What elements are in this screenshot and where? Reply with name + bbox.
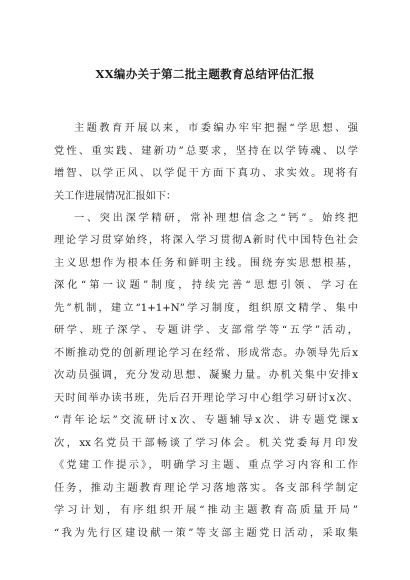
paragraph-line: 深化“第一议题”制度，持续完善“思想引领、学习在 bbox=[54, 280, 358, 291]
paragraph-line: 理论学习贯穿始终，将深入学习贯彻A新时代中国特色社会 bbox=[54, 235, 358, 246]
paragraph-line: 次，xx名党员干部畅谈了学习体会。机关党委每月印发 bbox=[54, 438, 358, 449]
paragraph-line: 任务，推动主题教育理论学习落地落实。各支部科学制定 bbox=[54, 483, 358, 494]
paragraph-line: 党性、重实践、建新功”总要求，坚持在以学铸魂、以学 bbox=[54, 146, 358, 157]
paragraph-line: 天时间举办读书班，先后召开理论学习中心组学习研讨x次、 bbox=[54, 393, 358, 404]
document-title: XX编办关于第二批主题教育总结评估汇报 bbox=[95, 67, 315, 81]
paragraph-line: 研学、班子深学、专题讲学、支部常学等“五学”活动， bbox=[54, 325, 358, 336]
paragraph-line: 一、突出深学精研，常补理想信念之“钙”。始终把 bbox=[74, 213, 358, 224]
paragraph-line: 增智、以学正风、以学促干方面下真功、求实效。现将有 bbox=[54, 168, 358, 179]
paragraph-line: 学习计划，有序组织开展“推动主题教育高质量开局” bbox=[54, 505, 358, 516]
paragraph-line: “青年论坛”交流研讨x次、专题辅导x次、讲专题党课x bbox=[54, 415, 358, 426]
paragraph-line: 主义思想作为根本任务和鲜明主线。围绕夯实思想根基， bbox=[54, 258, 358, 269]
paragraph-line: 不断推动党的创新理论学习在经常、形成常态。办领导先后x bbox=[54, 348, 358, 359]
paragraph-line: “我为先行区建设献一策”等支部主题党日活动，采取集 bbox=[54, 528, 358, 539]
paragraph-line: 次动员强调，充分发动思想、凝聚力量。办机关集中安排x bbox=[54, 370, 358, 381]
paragraph-line: 主题教育开展以来，市委编办牢牢把握“学思想、强 bbox=[74, 123, 358, 134]
paragraph-line: 关工作进展情况汇报如下： bbox=[54, 191, 177, 202]
paragraph-line: 《党建工作提示》，明确学习主题、重点学习内容和工作 bbox=[54, 460, 358, 471]
paragraph-line: 先”机制，建立“1+1+N”学习制度，组织原文精学、集中 bbox=[54, 303, 358, 314]
